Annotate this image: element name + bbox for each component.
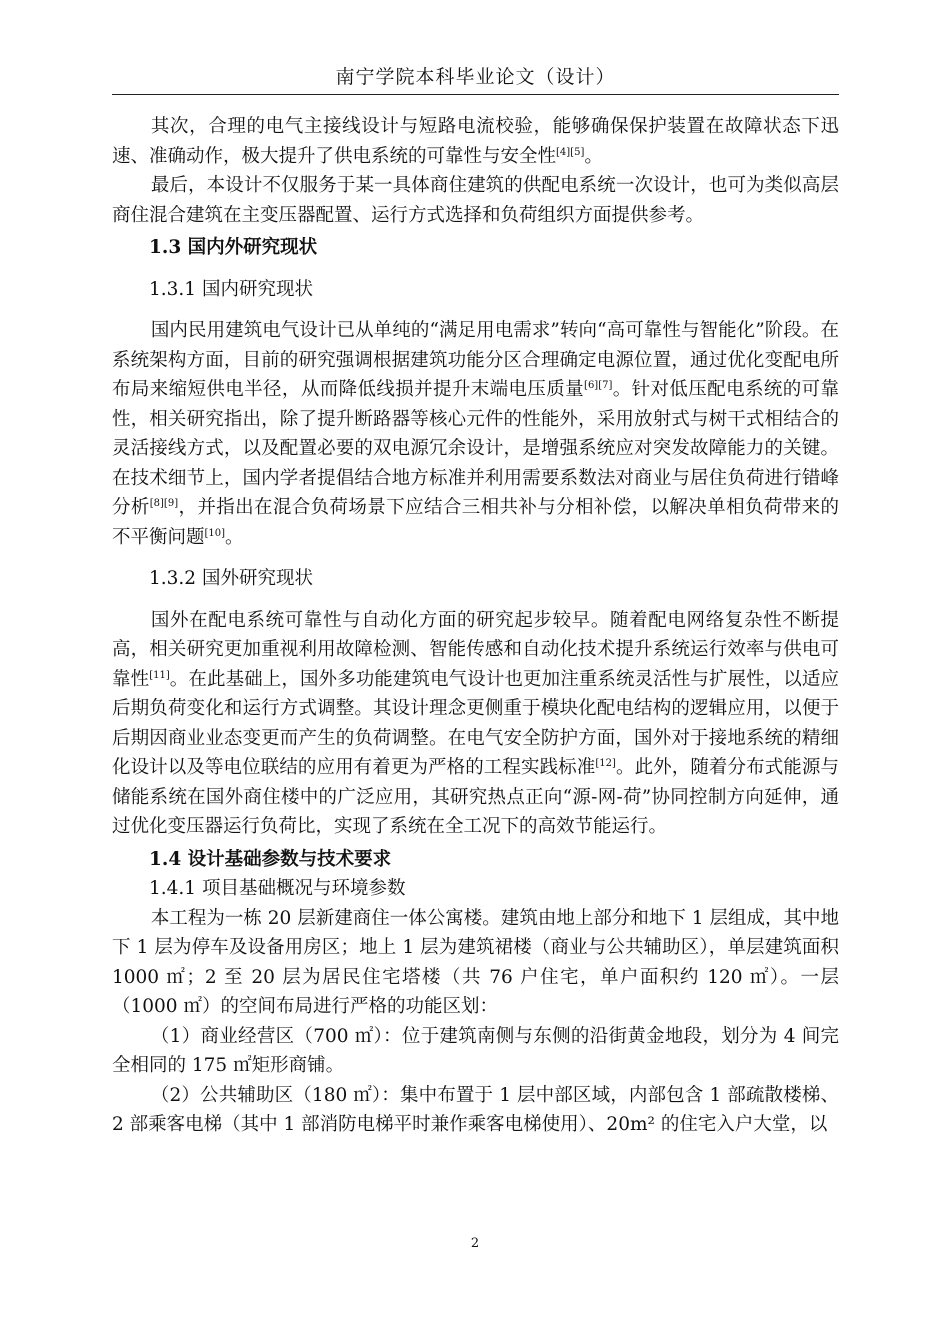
page-number: 2	[470, 1236, 480, 1251]
citation: [4][5]	[556, 146, 585, 158]
paragraph-project-overview: 本工程为一栋 20 层新建商住一体公寓楼。建筑由地上部分和地下 1 层组成，其中地下 1 层为停车及设备用房区；地上 1 层为建筑裙楼（商业与公共辅助区），单层建筑面积 1000 ㎡；2 至 20 层为居民住宅塔楼（共 76 户住宅，单户面积约 120 ㎡）。一层（1000 ㎡）的空间布局进行严格的功能区划：	[112, 907, 839, 1017]
citation: [11]	[149, 669, 170, 681]
paragraph-text: 。	[225, 526, 244, 548]
paragraph-text: 其次，合理的电气主接线设计与短路电流校验，能够确保保护装置在故障状态下迅速、准确动作，极大提升了供电系统的可靠性与安全性	[112, 116, 839, 167]
paragraph-commercial-zone: （1）商业经营区（700 ㎡）：位于建筑南侧与东侧的沿街黄金地段，划分为 4 间完全相同的 175 ㎡矩形商铺。	[112, 1025, 839, 1076]
paragraph-text: 。针对低压配电系统的可靠性，相关研究指出，除了提升断路器等核心元件的性能外，采用放射式与树干式相结合的灵活接线方式，以及配置必要的双电源冗余设计，是增强系统应对突发故障能力的关键。在技术细节上，国内学者提倡结合地方标准并利用需要系数法对商业与居住负荷进行错峰分析	[112, 379, 839, 518]
paragraph-text: ，并指出在混合负荷场景下应结合三相共补与分相补偿，以解决单相负荷带来的不平衡问题	[112, 497, 839, 548]
paragraph-text: 国外在配电系统可靠性与自动化方面的研究起步较早。随着配电网络复杂性不断提高，相关研究更加重视利用故障检测、智能传感和自动化技术提升系统运行效率与供电可靠性	[112, 609, 839, 690]
paragraph-text: 。	[584, 145, 603, 167]
citation: [10]	[204, 527, 226, 539]
heading-1-4-1: 1.4.1 项目基础概况与环境参数	[149, 878, 406, 899]
heading-1-4: 1.4 设计基础参数与技术要求	[149, 848, 392, 870]
paragraph-reference-value: 最后，本设计不仅服务于某一具体商住建筑的供配电系统一次设计，也可为类似高层商住混合建筑在主变压器配置、运行方式选择和负荷组织方面提供参考。	[112, 175, 839, 226]
paragraph-text: 。在此基础上，国外多功能建筑电气设计也更加注重系统灵活性与扩展性，以适应后期负荷变化和运行方式调整。其设计理念更侧重于模块化配电结构的逻辑应用，以便于后期因商业业态变更而产生的负荷调整。在电气安全防护方面，国外对于接地系统的精细化设计以及等电位联结的应用有着更为严格的工程实践标准	[112, 668, 839, 778]
paragraph-foreign-research	[112, 606, 839, 842]
citation: [6][7]	[584, 379, 613, 391]
paragraph-text: 国内民用建筑电气设计已从单纯的“满足用电需求”转向“高可靠性与智能化”阶段。在系统架构方面，目前的研究强调根据建筑功能分区合理确定电源位置，通过优化变配电所布局来缩短供电半径，从而降低线损并提升末端电压质量	[112, 320, 839, 400]
heading-1-3: 1.3 国内外研究现状	[149, 237, 318, 258]
page-header-title: 南宁学院本科毕业论文（设计）	[335, 66, 616, 88]
paragraph-domestic-research	[112, 316, 839, 552]
paragraph-reliability	[112, 112, 839, 171]
document-body	[112, 112, 839, 1140]
paragraph-public-zone: （2）公共辅助区（180 ㎡）：集中布置于 1 层中部区域，内部包含 1 部疏散楼梯、2 部乘客电梯（其中 1 部消防电梯平时兼作乘客电梯使用）、20m² 的住宅入户大堂，以	[112, 1084, 839, 1135]
heading-1-3-1: 1.3.1 国内研究现状	[149, 278, 313, 300]
heading-1-3-2: 1.3.2 国外研究现状	[149, 568, 313, 589]
header-rule	[112, 94, 839, 95]
citation: [8][9]	[149, 497, 179, 509]
paragraph-text: 。此外，随着分布式能源与储能系统在国外商住楼中的广泛应用，其研究热点正向“源-网-荷”协同控制方向延伸，通过优化变压器运行负荷比，实现了系统在全工况下的高效节能运行。	[112, 757, 839, 837]
citation: [12]	[595, 757, 616, 769]
